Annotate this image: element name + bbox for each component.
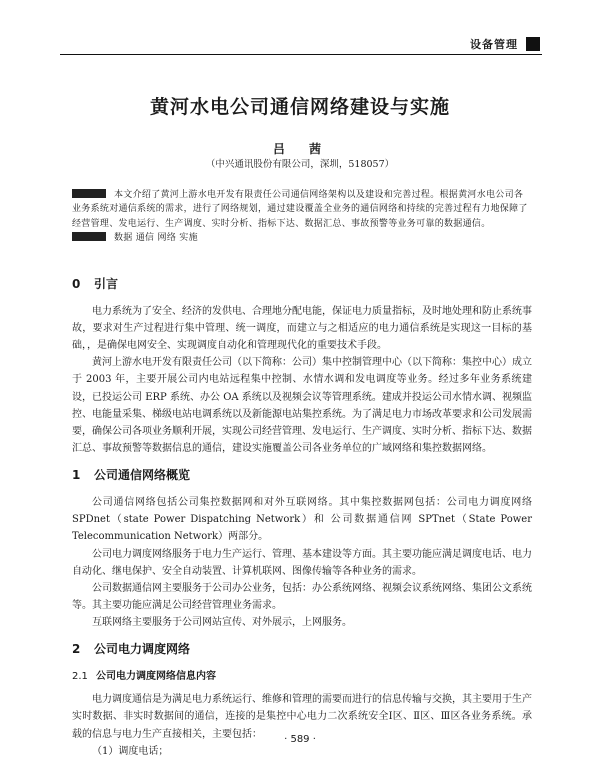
- header-rule: [60, 54, 542, 55]
- section-1-heading: [72, 465, 532, 486]
- section-0-number: 0: [72, 277, 81, 291]
- author-name: 吕 茜: [272, 142, 327, 156]
- abstract-block: [72, 188, 532, 246]
- subsection-2-1-heading: [72, 668, 532, 685]
- page-number: · 589 ·: [284, 734, 316, 745]
- paragraph: 电力调度通信是为满足电力系统运行、维修和管理的需要而进行的信息传输与交换，其主要用于生产实时数据、非实时数据间的通信，连接的是集控中心电力二次系统安全Ⅰ区、Ⅱ区、Ⅲ区各业务系统。承载的信息与电力生产直接相关，主要包括：: [72, 694, 532, 740]
- paragraph: 互联网络主要服务于公司网站宣传、对外展示，上网服务。: [92, 617, 352, 629]
- section-2-heading: [72, 639, 532, 660]
- subsection-2-1-title: 公司电力调度网络信息内容: [96, 671, 216, 683]
- section-label: 设备管理: [470, 38, 518, 51]
- paragraph: 电力系统为了安全、经济的发供电、合理地分配电能，保证电力质量指标，及时地处理和防止系统事故，要求对生产过程进行集中管理、统一调度，而建立与之相适应的电力通信系统是实现这一目标的基础，，是确保电网安全、实现调度自动化和管理现代化的重要技术手段。: [72, 305, 532, 351]
- abstract-paragraph: [72, 188, 532, 231]
- abstract-tag-box: [72, 189, 106, 198]
- author-affiliation: （中兴通讯股份有限公司，深圳，518057）: [205, 159, 395, 170]
- section-0-heading: [72, 274, 532, 295]
- paragraph: 公司数据通信网主要服务于公司办公业务，包括：办公系统网络、视频会议系统网络、集团公文系统等。其主要功能应满足公司经营管理业务需求。: [72, 582, 532, 612]
- list-item: （1）调度电话；: [92, 745, 169, 757]
- paragraph: 公司通信网络包括公司集控数据网和对外互联网络。其中集控数据网包括：公司电力调度网络 SPDnet（state Power Dispatching Network）和 公司数据通信网 SPTnet（State Power Telecommunication Network）两部分。: [72, 496, 532, 543]
- keywords-text: 数据 通信 网络 实施: [114, 233, 198, 244]
- section-1-number: 1: [72, 468, 81, 483]
- paragraph: 公司电力调度网络服务于电力生产运行、管理、基本建设等方面。其主要功能应满足调度电话、电力自动化、继电保护、安全自动装置、计算机联网、图像传输等各种业务的需求。: [72, 548, 532, 577]
- section-2-number: 2: [72, 642, 81, 657]
- abstract-text: 本文介绍了黄河上游水电开发有限责任公司通信网络架构以及建设和完善过程。根据黄河水电公司各业务系统对通信系统的需求，进行了网络规划，通过建设覆盖全业务的通信网络和持续的完善过程有力地保障了经营管理、发电运行、生产调度、实时分析、指标下达、数据汇总、事故预警等业务可靠的数据通信。: [72, 190, 528, 229]
- keywords-tag-box: [72, 232, 106, 241]
- paragraph: 黄河上游水电开发有限责任公司（以下简称：公司）集中控制管理中心（以下简称：集控中心）成立于 2003 年，主要开展公司内电站远程集中控制、水情水调和发电调度等业务。经过多年业务系统建设，已投运公司 ERP 系统、办公 OA 系统以及视频会议等管理系统。建成并投运公司水情水调、视频监控、电能量采集、梯级电站电调系统以及新能源电站集控系统。为了满足电力市场改革要求和公司发展需要，确保公司各项业务顺利开展，实现公司经营管理、发电运行、生产调度、实时分析、指标下达、数据汇总、事故预警等数据信息的通信，建设实施覆盖公司各业务单位的广域网络和集控数据网络。: [72, 357, 532, 455]
- header-block-mark: [526, 37, 540, 51]
- article-title: 黄河水电公司通信网络建设与实施: [149, 96, 450, 118]
- article-body: [72, 268, 532, 760]
- running-head: [470, 36, 540, 52]
- keywords-line: [72, 231, 532, 245]
- subsection-2-1-number: 2.1: [72, 671, 88, 683]
- section-2-title: 公司电力调度网络: [94, 642, 191, 657]
- section-0-title: 引言: [94, 277, 119, 291]
- section-1-title: 公司通信网络概览: [94, 468, 191, 483]
